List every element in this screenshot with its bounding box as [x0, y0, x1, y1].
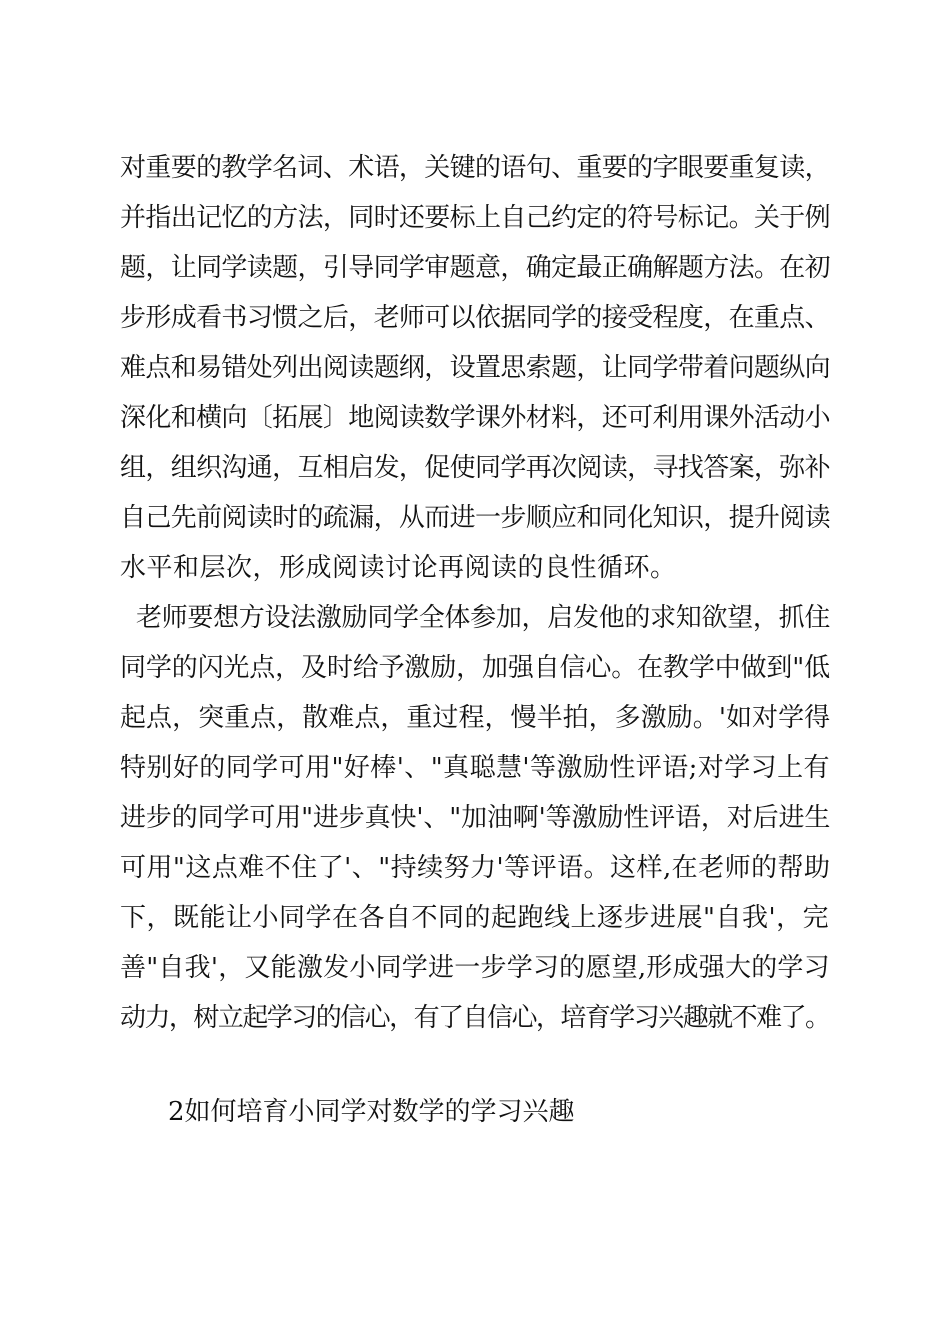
text-line: 动力，树立起学习的信心，有了自信心，培育学习兴趣就不难了。 [120, 1003, 830, 1033]
text-line: 善"自我'，又能激发小同学进一步学习的愿望,形成强大的学习 [120, 953, 830, 983]
text-line: 下，既能让小同学在各自不同的起跑线上逐步进展"自我'，完 [120, 903, 830, 933]
text-line: 可用"这点难不住了'、"持续努力'等评语。这样,在老师的帮助 [120, 853, 831, 883]
text-line: 并指出记忆的方法，同时还要标上自己约定的符号标记。关于例 [120, 203, 831, 233]
text-line: 题，让同学读题，引导同学审题意，确定最正确解题方法。在初 [120, 253, 831, 283]
text-line: 自己先前阅读时的疏漏，从而进一步顺应和同化知识，提升阅读 [120, 503, 831, 533]
text-line: 步形成看书习惯之后，老师可以依据同学的接受程度，在重点、 [120, 303, 831, 333]
text-line: 老师要想方设法激励同学全体参加，启发他的求知欲望，抓住 [120, 603, 831, 633]
text-line: 对重要的教学名词、术语，关键的语句、重要的字眼要重复读， [120, 153, 831, 183]
text-line: 水平和层次，形成阅读讨论再阅读的良性循环。 [120, 553, 677, 583]
text-line: 起点，突重点，散难点，重过程，慢半拍，多激励。'如对学得 [120, 703, 831, 733]
text-line: 深化和横向〔拓展〕地阅读数学课外材料，还可利用课外活动小 [120, 403, 831, 433]
section-heading: 2如何培育小同学对数学的学习兴趣 [168, 1097, 575, 1127]
text-line: 难点和易错处列出阅读题纲，设置思索题，让同学带着问题纵向 [120, 353, 831, 383]
text-line: 组，组织沟通，互相启发，促使同学再次阅读，寻找答案，弥补 [120, 453, 831, 483]
text-line: 进步的同学可用"进步真快'、"加油啊'等激励性评语，对后进生 [120, 803, 831, 833]
text-line: 特别好的同学可用"好棒'、"真聪慧'等激励性评语;对学习上有 [120, 753, 830, 783]
text-line: 同学的闪光点，及时给予激励，加强自信心。在教学中做到"低 [120, 653, 830, 683]
